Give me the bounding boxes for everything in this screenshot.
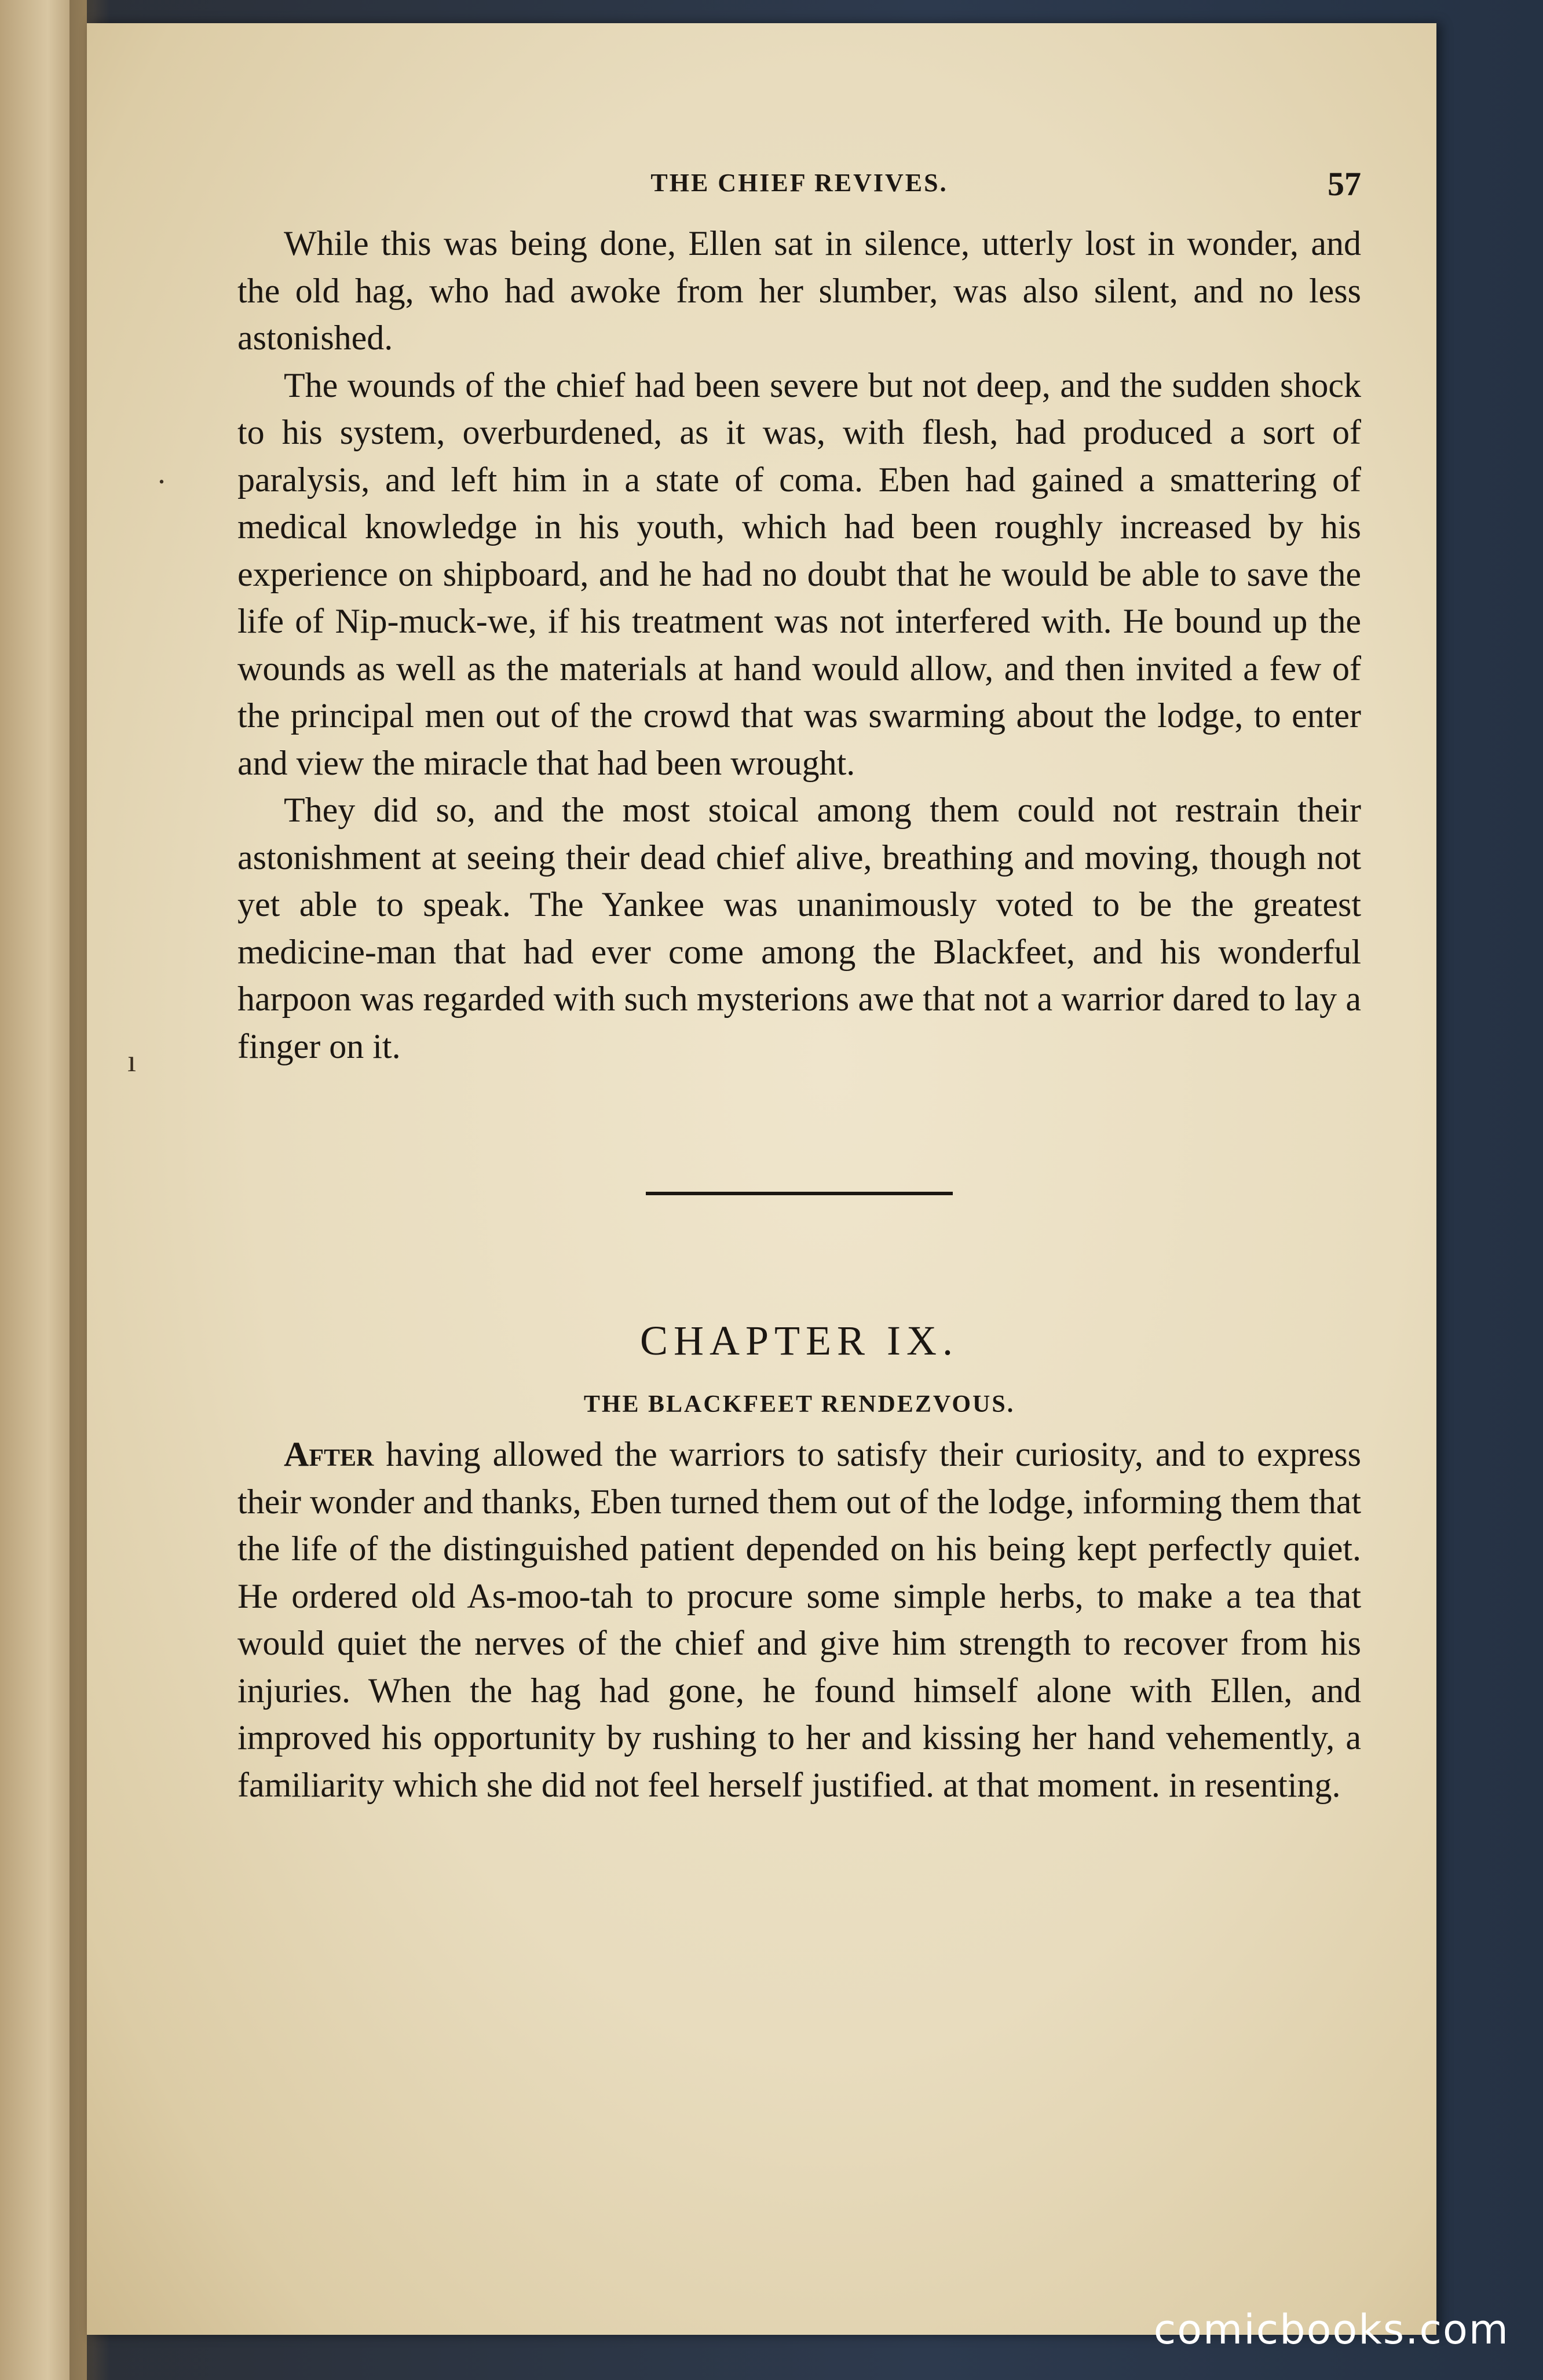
- body-text: [237, 220, 1361, 1070]
- page-content: [237, 165, 1361, 1809]
- running-title: THE CHIEF REVIVES.: [650, 169, 948, 197]
- chapter-subtitle: THE BLACKFEET RENDEZVOUS.: [583, 1391, 1015, 1418]
- margin-mark: ·: [156, 464, 167, 499]
- chapter-lead-word: After: [284, 1435, 374, 1473]
- paragraph: The wounds of the chief had been severe but not deep, and the sudden shock to his system, overburdened, as it was, with flesh, had produced a sort of paralysis, and left him in a state of coma. Eben had gained a smattering of medical knowledge in his youth, which had been roughly increased by his experience on shipboard, and he had no doubt that he would be able to save the life of Nip-muck-we, if his treatment was not interfered with. He bound up the wounds as well as the materials at hand would allow, and then invited a few of the principal men out of the crowd that was swarming about the lodge, to enter and view the miracle that had been wrought.: [237, 366, 1361, 782]
- section-divider: [646, 1192, 953, 1195]
- paragraph: They did so, and the most stoical among them could not restrain their astonishment at seeing their dead chief alive, breathing and moving, though not yet able to speak. The Yankee was unanimously voted to be the greatest medicine-man that had ever come among the Blackfeet, and his wonderful harpoon was regarded with such mysterions awe that not a warrior dared to lay a finger on it.: [237, 791, 1361, 1065]
- margin-mark: ı: [127, 1043, 137, 1078]
- chapter-heading: CHAPTER IX.: [639, 1317, 959, 1364]
- chapter-first-paragraph-text: having allowed the warriors to satisfy their curiosity, and to express their wonder and thanks, Eben turned them out of the lodge, informing them that the life of the distinguished patient depended on his being kept perfectly quiet. He ordered old As-moo-tah to procure some simple herbs, to make a tea that would quiet the nerves of the chief and give him strength to recover from his injuries. When the hag had gone, he found himself alone with Ellen, and improved his opportunity by rushing to her and kissing her hand vehemently, a familiarity which she did not feel herself justified. at that moment. in resenting.: [237, 1435, 1361, 1804]
- paragraph: While this was being done, Ellen sat in silence, utterly lost in wonder, and the old hag, who had awoke from her slumber, was also silent, and no less astonished.: [237, 224, 1361, 357]
- book-page: [87, 23, 1436, 2335]
- running-head: [237, 165, 1361, 220]
- chapter-body-text: [237, 1431, 1361, 1809]
- chapter-first-paragraph: [237, 1431, 1361, 1809]
- page-number: 57: [1328, 165, 1361, 203]
- watermark: comicbooks.com: [1153, 2306, 1509, 2353]
